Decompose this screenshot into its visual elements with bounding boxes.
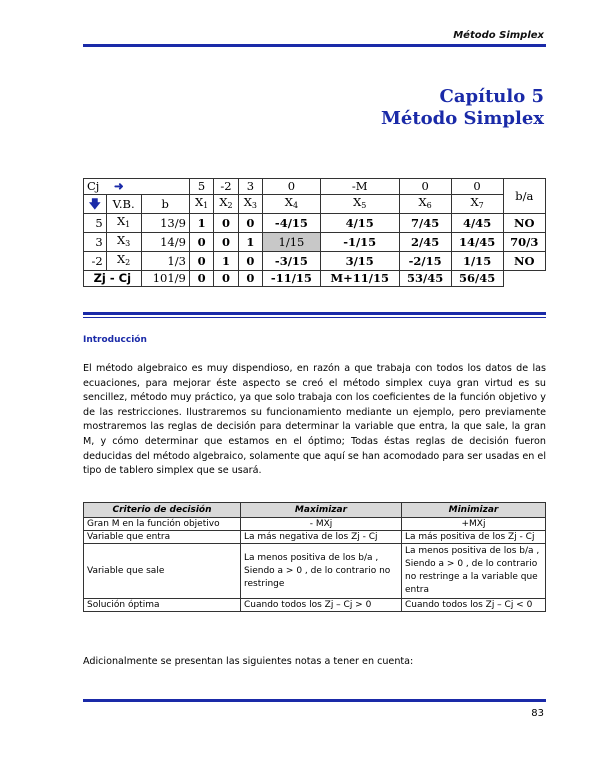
row-b: 13/9 bbox=[141, 214, 189, 233]
row-x4: -4/15 bbox=[263, 214, 321, 233]
pivot-cell: 1/15 bbox=[263, 233, 321, 252]
min-cell: +MXj bbox=[402, 518, 546, 531]
zj-x5: M+11/15 bbox=[320, 271, 399, 287]
zj-b: 101/9 bbox=[141, 271, 189, 287]
zj-x2: 0 bbox=[214, 271, 238, 287]
simplex-tableau bbox=[83, 178, 546, 287]
min-cell: La más positiva de los Zj - Cj bbox=[402, 531, 546, 544]
cj-x5: -M bbox=[320, 179, 399, 195]
notes-intro: Adicionalmente se presentan las siguientes notas a tener en cuenta: bbox=[83, 656, 414, 667]
x1-header: $X_1$ bbox=[189, 195, 213, 214]
ba-header: b/a bbox=[503, 179, 545, 214]
tableau-row bbox=[84, 214, 546, 233]
var-header-row bbox=[84, 195, 546, 214]
row-cj: -2 bbox=[84, 252, 107, 271]
down-arrow-icon: 🡇 bbox=[88, 196, 101, 211]
row-x1: 0 bbox=[189, 233, 213, 252]
row-basic-var: $X_3$ bbox=[106, 233, 141, 252]
cj-x4: 0 bbox=[263, 179, 321, 195]
zj-x4: -11/15 bbox=[263, 271, 321, 287]
row-x7: 4/45 bbox=[451, 214, 503, 233]
empty-cell bbox=[503, 271, 545, 287]
row-x3: 1 bbox=[238, 233, 262, 252]
criterion-cell: Solución óptima bbox=[84, 599, 241, 612]
cj-x6: 0 bbox=[399, 179, 451, 195]
row-x2: 0 bbox=[214, 233, 238, 252]
tableau-row bbox=[84, 233, 546, 252]
row-cj: 5 bbox=[84, 214, 107, 233]
footer-rule bbox=[83, 699, 546, 702]
row-ba: NO bbox=[503, 252, 545, 271]
chapter-title: Método Simplex bbox=[380, 108, 544, 129]
row-basic-var: $X_2$ bbox=[106, 252, 141, 271]
max-cell: Cuando todos los Zj – Cj > 0 bbox=[241, 599, 402, 612]
right-arrow-icon: ➜ bbox=[114, 179, 124, 193]
row-x1: 1 bbox=[189, 214, 213, 233]
cj-x3: 3 bbox=[238, 179, 262, 195]
b-header: b bbox=[141, 195, 189, 214]
row-x7: 14/45 bbox=[451, 233, 503, 252]
page-number: 83 bbox=[531, 708, 544, 719]
row-x6: -2/15 bbox=[399, 252, 451, 271]
max-cell: La más negativa de los Zj - Cj bbox=[241, 531, 402, 544]
criteria-row bbox=[84, 599, 546, 612]
zj-label: Zj - Cj bbox=[84, 271, 142, 287]
criterion-cell: Gran M en la función objetivo bbox=[84, 518, 241, 531]
x6-header: $X_6$ bbox=[399, 195, 451, 214]
criteria-row bbox=[84, 531, 546, 544]
criteria-row bbox=[84, 544, 546, 599]
cj-row bbox=[84, 179, 546, 195]
header-min: Minimizar bbox=[402, 503, 546, 518]
x2-header: $X_2$ bbox=[214, 195, 238, 214]
running-header-title: Método Simplex bbox=[453, 30, 544, 41]
row-x3: 0 bbox=[238, 214, 262, 233]
header-criterion: Criterio de decisión bbox=[84, 503, 241, 518]
zj-x7: 56/45 bbox=[451, 271, 503, 287]
header-max: Maximizar bbox=[241, 503, 402, 518]
zj-x3: 0 bbox=[238, 271, 262, 287]
row-x6: 2/45 bbox=[399, 233, 451, 252]
row-x5: -1/15 bbox=[320, 233, 399, 252]
header-rule bbox=[83, 44, 546, 47]
row-x4: -3/15 bbox=[263, 252, 321, 271]
row-ba: NO bbox=[503, 214, 545, 233]
criteria-header-row bbox=[84, 503, 546, 518]
min-cell: Cuando todos los Zj – Cj < 0 bbox=[402, 599, 546, 612]
row-x5: 4/15 bbox=[320, 214, 399, 233]
x5-header: $X_5$ bbox=[320, 195, 399, 214]
zj-x1: 0 bbox=[189, 271, 213, 287]
zj-x6: 53/45 bbox=[399, 271, 451, 287]
zj-cj-row bbox=[84, 271, 546, 287]
vb-header: V.B. bbox=[106, 195, 141, 214]
cj-x2: -2 bbox=[214, 179, 238, 195]
max-cell: La menos positiva de los b/a , Siendo a > 0 , de lo contrario no restringe bbox=[241, 544, 402, 599]
section-rule bbox=[83, 312, 546, 315]
x4-header: $X_4$ bbox=[263, 195, 321, 214]
row-x3: 0 bbox=[238, 252, 262, 271]
row-x5: 3/15 bbox=[320, 252, 399, 271]
section-title: Introducción bbox=[83, 335, 147, 345]
row-b: 1/3 bbox=[141, 252, 189, 271]
x7-header: $X_7$ bbox=[451, 195, 503, 214]
row-basic-var: $X_1$ bbox=[106, 214, 141, 233]
criterion-cell: Variable que sale bbox=[84, 544, 241, 599]
row-x6: 7/45 bbox=[399, 214, 451, 233]
criteria-row bbox=[84, 518, 546, 531]
cj-x7: 0 bbox=[451, 179, 503, 195]
min-cell: La menos positiva de los b/a , Siendo a > 0 , de lo contrario no restringe a la variable que entra bbox=[402, 544, 546, 599]
row-x7: 1/15 bbox=[451, 252, 503, 271]
row-ba: 70/3 bbox=[503, 233, 545, 252]
tableau-row bbox=[84, 252, 546, 271]
row-x2: 0 bbox=[214, 214, 238, 233]
chapter-number: Capítulo 5 bbox=[439, 86, 544, 107]
row-b: 14/9 bbox=[141, 233, 189, 252]
row-x1: 0 bbox=[189, 252, 213, 271]
criteria-table bbox=[83, 502, 546, 612]
section-rule-thin bbox=[83, 317, 546, 318]
intro-paragraph: El método algebraico es muy dispendioso, en razón a que trabaja con todos los datos de las ecuaciones, para mejorar éste aspecto se creó el método simplex cuya gran virtud es su sencillez, método muy práctico, ya que solo trabaja con los coeficientes de la función objetivo y de las restricciones. Ilustraremos su funcionamiento mediante un ejemplo, pero previamente mostraremos las reglas de decisión para determinar la variable que entra, la que sale, la gran M, y cómo determinar que estamos en el óptimo; Todas éstas reglas de decisión fueron deducidas del método algebraico, solamente que aquí se han acomodado para ser usadas en el tipo de tablero simplex que se usará. bbox=[83, 363, 546, 477]
cj-x1: 5 bbox=[189, 179, 213, 195]
max-cell: - MXj bbox=[241, 518, 402, 531]
row-cj: 3 bbox=[84, 233, 107, 252]
cj-label-cell bbox=[84, 179, 190, 195]
x3-header: $X_3$ bbox=[238, 195, 262, 214]
row-x2: 1 bbox=[214, 252, 238, 271]
cj-label: Cj bbox=[87, 179, 100, 193]
criterion-cell: Variable que entra bbox=[84, 531, 241, 544]
